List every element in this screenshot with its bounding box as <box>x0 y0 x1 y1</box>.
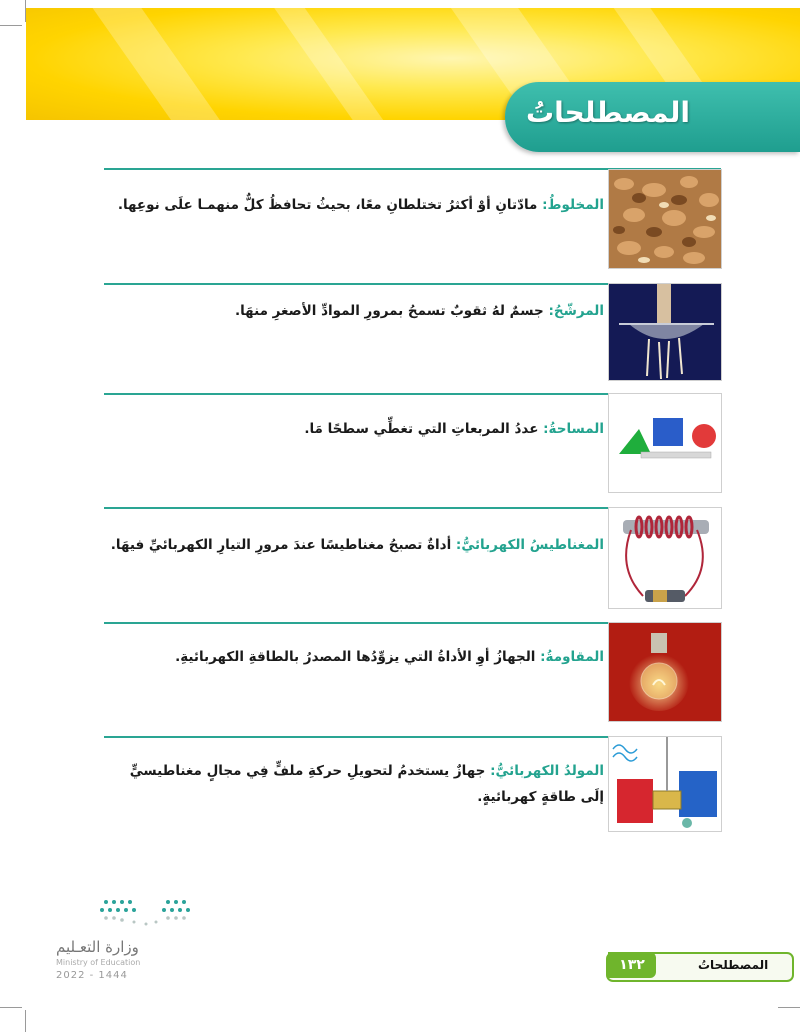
title-tab <box>505 82 800 152</box>
light-bulb-photo <box>608 622 722 722</box>
ministry-name-arabic: وزارة التعـليم <box>56 938 139 956</box>
entry-term: المغناطيسُ الكهربائيُّ: <box>455 537 604 553</box>
strainer-photo <box>608 283 722 381</box>
entry-definition: عددُ المربعاتِ التي تغطِّي سطحًا مَا. <box>304 421 539 437</box>
crop-mark <box>0 1007 22 1008</box>
entry-definition: الجهازُ أوِ الأداةُ التي يزوِّدُها المصدرُ بالطاقةِ الكهربائيةِ. <box>175 649 536 665</box>
entry-term: المرشّحُ: <box>548 303 604 319</box>
edition-year: 2022 - 1444 <box>56 970 128 981</box>
generator-photo <box>608 736 722 832</box>
footer-section-label: المصطلحاتُ <box>698 958 769 972</box>
glossary-entry <box>108 192 604 218</box>
footer-page-tab <box>606 952 794 982</box>
ministry-logo <box>56 896 206 986</box>
entry-term: المقاومةُ: <box>540 649 604 665</box>
entry-term: المساحةُ: <box>543 421 604 437</box>
crop-mark <box>25 1010 26 1032</box>
glossary-entry <box>108 644 604 670</box>
mixed-nuts-photo <box>608 169 722 269</box>
page-title: المصطلحاتُ <box>525 96 690 129</box>
entry-term: المخلوطُ: <box>542 197 604 213</box>
glossary-entry <box>108 298 604 324</box>
entry-definition: أداةٌ تصبحُ مغناطيسًا عندَ مرورِ التيارِ الكهربائيِّ فيهَا. <box>110 537 452 553</box>
crop-mark <box>778 1007 800 1008</box>
crop-mark <box>0 25 22 26</box>
glossary-entry <box>108 532 604 558</box>
ministry-name-english: Ministry of Education <box>56 958 141 967</box>
glossary-entry <box>108 758 604 810</box>
entry-definition: مادّتانِ أوْ أكثرُ تختلطانِ معًا، بحيثُ تحافظُ كلٌّ منهمـا علَى نوعِها. <box>117 197 538 213</box>
logo-dots-icon <box>56 896 196 936</box>
entry-term: المولدُ الكهربائيُّ: <box>490 763 604 779</box>
page-number: ١٣٢ <box>608 952 656 978</box>
shapes-photo <box>608 393 722 493</box>
entry-definition: جهازٌ يستخدمُ لتحويلِ حركةِ ملفٍّ فِي مجالٍ مغناطيسيٍّ إلَى طاقةٍ كهربائيةٍ. <box>129 763 604 805</box>
glossary-entry <box>108 416 604 442</box>
electromagnet-photo <box>608 507 722 609</box>
entry-definition: جسمٌ لهُ ثقوبٌ تسمحُ بمرورِ الموادِّ الأصغرِ منهَا. <box>234 303 544 319</box>
